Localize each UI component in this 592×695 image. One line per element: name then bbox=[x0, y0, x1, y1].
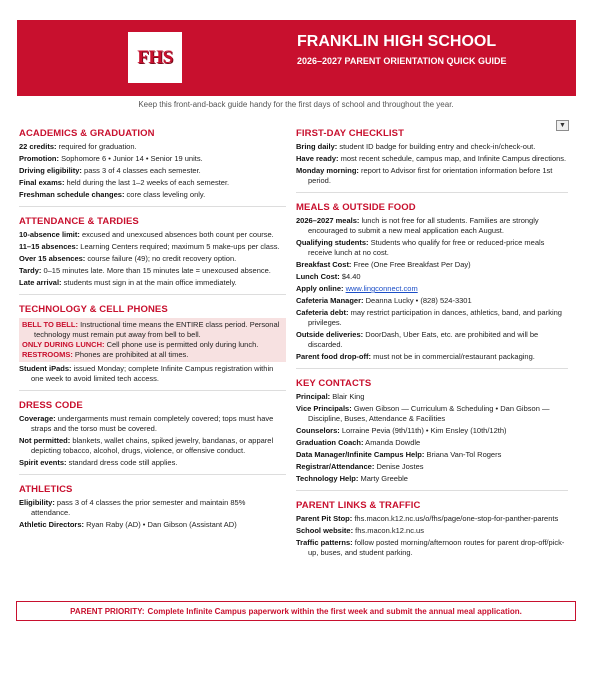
section-academics bbox=[19, 128, 286, 207]
item-label: Parent food drop-off: bbox=[296, 352, 371, 361]
school-name: FRANKLIN HIGH SCHOOL bbox=[297, 33, 497, 50]
alert-label: BELL TO BELL: bbox=[22, 320, 78, 329]
list-item bbox=[296, 260, 568, 270]
item-label: Registrar/Attendance: bbox=[296, 462, 375, 471]
alert-text: Instructional time means the ENTIRE class period. Personal technology must remain put away from bell to bell. bbox=[34, 320, 280, 339]
list-item-apply bbox=[296, 284, 568, 294]
list-item bbox=[19, 230, 286, 240]
item-label: Student iPads: bbox=[19, 364, 72, 373]
item-text: undergarments must remain completely covered; tops must have straps and the torso must be covered. bbox=[31, 414, 274, 433]
item-text: standard dress code still applies. bbox=[66, 458, 178, 467]
tagline: Keep this front-and-back guide handy for the first days of school and throughout the year. bbox=[138, 100, 454, 109]
list-item bbox=[296, 352, 568, 362]
item-text: Briana Van-Tol Rogers bbox=[424, 450, 502, 459]
list-item bbox=[296, 166, 568, 186]
list-item bbox=[19, 242, 286, 252]
section-attendance bbox=[19, 216, 286, 295]
section-technology bbox=[19, 304, 286, 391]
parent-priority-banner bbox=[16, 601, 576, 621]
item-label: Lunch Cost: bbox=[296, 272, 340, 281]
list-item bbox=[296, 216, 568, 236]
list-item bbox=[296, 142, 568, 152]
item-label: 22 credits: bbox=[19, 142, 57, 151]
item-text: Blair King bbox=[330, 392, 365, 401]
section-parent-links bbox=[296, 500, 568, 564]
item-text: Deanna Lucky • (828) 524-3301 bbox=[363, 296, 472, 305]
list-item bbox=[296, 272, 568, 282]
item-label: Principal: bbox=[296, 392, 331, 401]
item-label: Traffic patterns: bbox=[296, 538, 353, 547]
alert-box bbox=[19, 318, 286, 362]
alert-text: Cell phone use is permitted only during lunch. bbox=[104, 340, 259, 349]
item-label: Eligibility: bbox=[19, 498, 55, 507]
item-text: 0–15 minutes late. More than 15 minutes late = unexcused absence. bbox=[41, 266, 271, 275]
item-text: most recent schedule, campus map, and Infinite Campus directions. bbox=[338, 154, 567, 163]
item-text: Learning Centers required; maximum 5 make-ups per class. bbox=[78, 242, 280, 251]
chevron-down-icon[interactable]: ▼ bbox=[556, 120, 569, 131]
item-text: excused and unexcused absences both count per course. bbox=[79, 230, 274, 239]
list-item bbox=[296, 330, 568, 350]
item-label: Late arrival: bbox=[19, 278, 62, 287]
item-label: Outside deliveries: bbox=[296, 330, 364, 339]
item-text: pass 3 of 4 classes the prior semester and maintain 85% attendance. bbox=[31, 498, 246, 517]
list-item bbox=[296, 450, 568, 460]
item-label: 10-absence limit: bbox=[19, 230, 80, 239]
alert-line bbox=[22, 350, 286, 360]
item-text: student ID badge for building entry and check-in/check-out. bbox=[337, 142, 536, 151]
list-item bbox=[19, 498, 286, 518]
item-label: Technology Help: bbox=[296, 474, 359, 483]
item-label: Cafeteria debt: bbox=[296, 308, 349, 317]
list-item bbox=[19, 436, 286, 456]
section-title: TECHNOLOGY & CELL PHONES bbox=[19, 304, 168, 315]
item-text: course failure (49); no credit recovery option. bbox=[85, 254, 237, 263]
list-item bbox=[19, 166, 286, 176]
section-title: PARENT LINKS & TRAFFIC bbox=[296, 500, 421, 511]
item-text: lunch is not free for all students. Families are strongly encouraged to submit a new meal application each August. bbox=[308, 216, 539, 235]
item-label: Over 15 absences: bbox=[19, 254, 86, 263]
right-column bbox=[296, 128, 568, 573]
item-label: Not permitted: bbox=[19, 436, 71, 445]
item-text: fhs.macon.k12.nc.us/o/fhs/page/one-stop-for-panther-parents bbox=[352, 514, 559, 523]
list-item bbox=[19, 520, 286, 530]
item-text: pass 3 of 4 classes each semester. bbox=[81, 166, 201, 175]
list-item bbox=[296, 238, 568, 258]
item-text: Lorraine Pevia (9th/11th) • Kim Ensley (10th/12th) bbox=[339, 426, 507, 435]
section-title: FIRST-DAY CHECKLIST bbox=[296, 128, 404, 139]
left-column bbox=[19, 128, 286, 545]
item-label: Counselors: bbox=[296, 426, 340, 435]
list-item bbox=[296, 538, 568, 558]
list-item bbox=[19, 190, 286, 200]
list-item bbox=[19, 458, 286, 468]
item-label: Vice Principals: bbox=[296, 404, 352, 413]
item-text: may restrict participation in dances, athletics, band, and parking privileges. bbox=[308, 308, 562, 327]
list-item bbox=[19, 266, 286, 276]
section-title: DRESS CODE bbox=[19, 400, 83, 411]
list-item bbox=[19, 414, 286, 434]
item-label: Athletic Directors: bbox=[19, 520, 85, 529]
header-banner bbox=[17, 20, 576, 96]
list-item bbox=[296, 308, 568, 328]
section-title: MEALS & OUTSIDE FOOD bbox=[296, 202, 416, 213]
item-text: Amanda Dowdle bbox=[363, 438, 421, 447]
item-label: Freshman schedule changes: bbox=[19, 190, 125, 199]
item-text: report to Advisor first for orientation information before 1st period. bbox=[308, 166, 553, 185]
alert-text: Phones are prohibited at all times. bbox=[72, 350, 189, 359]
section-title: ATHLETICS bbox=[19, 484, 73, 495]
priority-text: Complete Infinite Campus paperwork within the first week and submit the annual meal application. bbox=[147, 606, 522, 616]
logo-text: FHS bbox=[137, 46, 173, 68]
item-label: Spirit events: bbox=[19, 458, 67, 467]
list-item bbox=[296, 474, 568, 484]
item-text: issued Monday; complete Infinite Campus registration within one week to avoid limited tech access. bbox=[31, 364, 274, 383]
item-label: Apply online: bbox=[296, 284, 344, 293]
section-checklist bbox=[296, 128, 568, 193]
item-label: Monday morning: bbox=[296, 166, 359, 175]
item-label: Bring daily: bbox=[296, 142, 338, 151]
item-label: Driving eligibility: bbox=[19, 166, 82, 175]
item-text: blankets, wallet chains, spiked jewelry, bandanas, or apparel depicting tobacco, alcohol, drugs, violence, or offensive conduct. bbox=[31, 436, 274, 455]
section-dress-code bbox=[19, 400, 286, 475]
item-label: Final exams: bbox=[19, 178, 65, 187]
item-label: Parent Pit Stop: bbox=[296, 514, 353, 523]
list-item bbox=[296, 438, 568, 448]
list-item bbox=[19, 178, 286, 188]
item-label: Graduation Coach: bbox=[296, 438, 364, 447]
list-item bbox=[19, 254, 286, 264]
list-item bbox=[296, 154, 568, 164]
item-label: Breakfast Cost: bbox=[296, 260, 352, 269]
item-text: Denise Jostes bbox=[374, 462, 424, 471]
section-athletics bbox=[19, 484, 286, 536]
alert-line bbox=[22, 340, 286, 350]
section-title: ACADEMICS & GRADUATION bbox=[19, 128, 155, 139]
item-text: DoorDash, Uber Eats, etc. are prohibited and will be discarded. bbox=[308, 330, 539, 349]
item-text: fhs.macon.k12.nc.us bbox=[353, 526, 424, 535]
list-item bbox=[19, 278, 286, 288]
school-logo bbox=[128, 32, 182, 83]
item-label: 11–15 absences: bbox=[19, 242, 79, 251]
list-item bbox=[296, 404, 568, 424]
item-label: Data Manager/Infinite Campus Help: bbox=[296, 450, 425, 459]
item-label: Tardy: bbox=[19, 266, 42, 275]
item-label: Cafeteria Manager: bbox=[296, 296, 364, 305]
alert-label: RESTROOMS: bbox=[22, 350, 73, 359]
item-label: Promotion: bbox=[19, 154, 59, 163]
item-label: School website: bbox=[296, 526, 354, 535]
item-text: must not be in commercial/restaurant packaging. bbox=[371, 352, 535, 361]
item-text: Marty Greeble bbox=[358, 474, 408, 483]
alert-label: ONLY DURING LUNCH: bbox=[22, 340, 105, 349]
list-item bbox=[296, 514, 568, 524]
item-label: 2026–2027 meals: bbox=[296, 216, 360, 225]
list-item bbox=[19, 154, 286, 164]
item-text: Free (One Free Breakfast Per Day) bbox=[351, 260, 471, 269]
item-text: students must sign in at the main office immediately. bbox=[61, 278, 237, 287]
list-item bbox=[296, 462, 568, 472]
item-label: Qualifying students: bbox=[296, 238, 369, 247]
meal-application-link[interactable]: www.lingconnect.com bbox=[345, 284, 418, 293]
list-item bbox=[19, 364, 286, 384]
list-item bbox=[296, 392, 568, 402]
item-label: Coverage: bbox=[19, 414, 56, 423]
priority-label: PARENT PRIORITY: bbox=[70, 606, 145, 616]
section-title: KEY CONTACTS bbox=[296, 378, 372, 389]
section-meals bbox=[296, 202, 568, 369]
item-text: follow posted morning/afternoon routes for parent drop-off/pick-up, buses, and student parking. bbox=[308, 538, 565, 557]
item-text: Gwen Gibson — Curriculum & Scheduling • Dan Gibson — Discipline, Buses, Attendance & Facilities bbox=[308, 404, 550, 423]
item-text: Sophomore 6 • Junior 14 • Senior 19 units. bbox=[59, 154, 203, 163]
item-label: Have ready: bbox=[296, 154, 339, 163]
list-item bbox=[296, 526, 568, 536]
section-contacts bbox=[296, 378, 568, 491]
item-text: required for graduation. bbox=[56, 142, 137, 151]
item-text: $4.40 bbox=[339, 272, 361, 281]
alert-line bbox=[22, 320, 286, 340]
item-text: Ryan Raby (AD) • Dan Gibson (Assistant AD) bbox=[84, 520, 237, 529]
item-text: held during the last 1–2 weeks of each semester. bbox=[64, 178, 230, 187]
item-text: core class leveling only. bbox=[124, 190, 206, 199]
list-item bbox=[296, 296, 568, 306]
section-title: ATTENDANCE & TARDIES bbox=[19, 216, 139, 227]
list-item bbox=[19, 142, 286, 152]
item-text: Students who qualify for free or reduced-price meals receive lunch at no cost. bbox=[308, 238, 545, 257]
guide-title: 2026–2027 PARENT ORIENTATION QUICK GUIDE bbox=[297, 56, 507, 66]
list-item bbox=[296, 426, 568, 436]
